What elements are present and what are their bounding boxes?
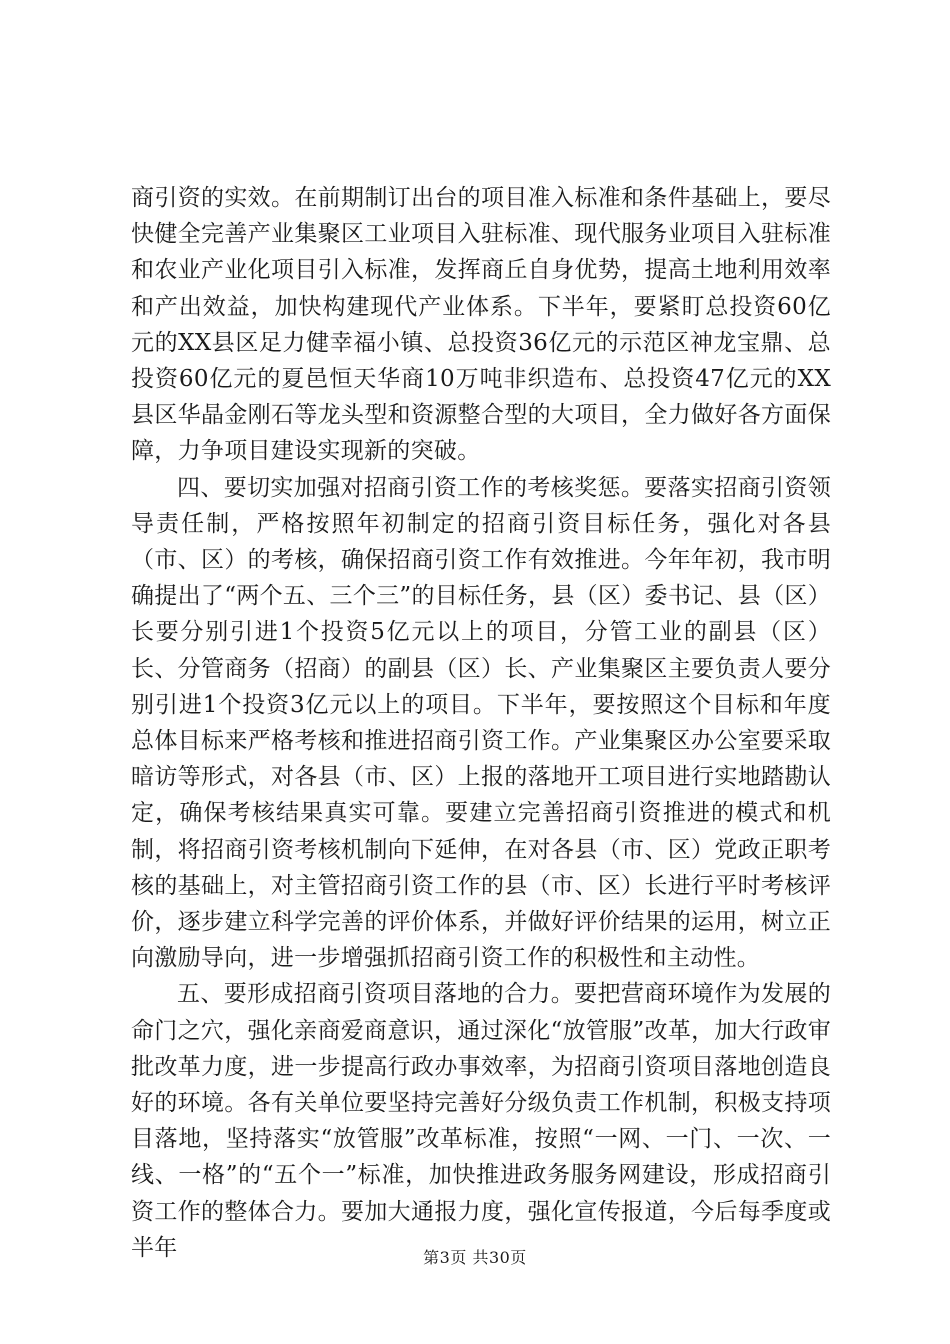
page-footer (0, 1245, 950, 1268)
paragraph-section-four: 四、要切实加强对招商引资工作的考核奖惩。要落实招商引资领导责任制，严格按照年初制定的招商引资目标任务，强化对各县（市、区）的考核，确保招商引资工作有效推进。今年年初，我市明确提出了“两个五、三个三”的目标任务，县（区）委书记、县（区）长要分别引进1个投资5亿元以上的项目，分管工业的副县（区）长、分管商务（招商）的副县（区）长、产业集聚区主要负责人要分别引进1个投资3亿元以上的项目。下半年，要按照这个目标和年度总体目标来严格考核和推进招商引资工作。产业集聚区办公室要采取暗访等形式，对各县（市、区）上报的落地开工项目进行实地踏勘认定，确保考核结果真实可靠。要建立完善招商引资推进的模式和机制，将招商引资考核机制向下延伸，在对各县（市、区）党政正职考核的基础上，对主管招商引资工作的县（市、区）长进行平时考核评价，逐步建立科学完善的评价体系，并做好评价结果的运用，树立正向激励导向，进一步增强抓招商引资工作的积极性和主动性。 (131, 474, 831, 972)
paragraph-continuation: 商引资的实效。在前期制订出台的项目准入标准和条件基础上，要尽快健全完善产业集聚区工业项目入驻标准、现代服务业项目入驻标准和农业产业化项目引入标准，发挥商丘自身优势，提高土地利用效率和产出效益，加快构建现代产业体系。下半年，要紧盯总投资60亿元的XX县区足力健幸福小镇、总投资36亿元的示范区神龙宝鼎、总投资60亿元的夏邑恒天华商10万吨非织造布、总投资47亿元的XX县区华晶金刚石等龙头型和资源整合型的大项目，全力做好各方面保障，力争项目建设实现新的突破。 (131, 185, 831, 465)
document-body (131, 180, 831, 1266)
paragraph-section-five: 五、要形成招商引资项目落地的合力。要把营商环境作为发展的命门之穴，强化亲商爱商意识，通过深化“放管服”改革，加大行政审批改革力度，进一步提高行政办事效率，为招商引资项目落地创造良好的环境。各有关单位要坚持完善好分级负责工作机制，积极支持项目落地，坚持落实“放管服”改革标准，按照“一网、一门、一次、一线、一格”的“五个一”标准，加快推进政务服务网建设，形成招商引资工作的整体合力。要加大通报力度，强化宣传报道，今后每季度或半年 (131, 981, 831, 1261)
page-number: 第3页 共30页 (423, 1248, 527, 1267)
